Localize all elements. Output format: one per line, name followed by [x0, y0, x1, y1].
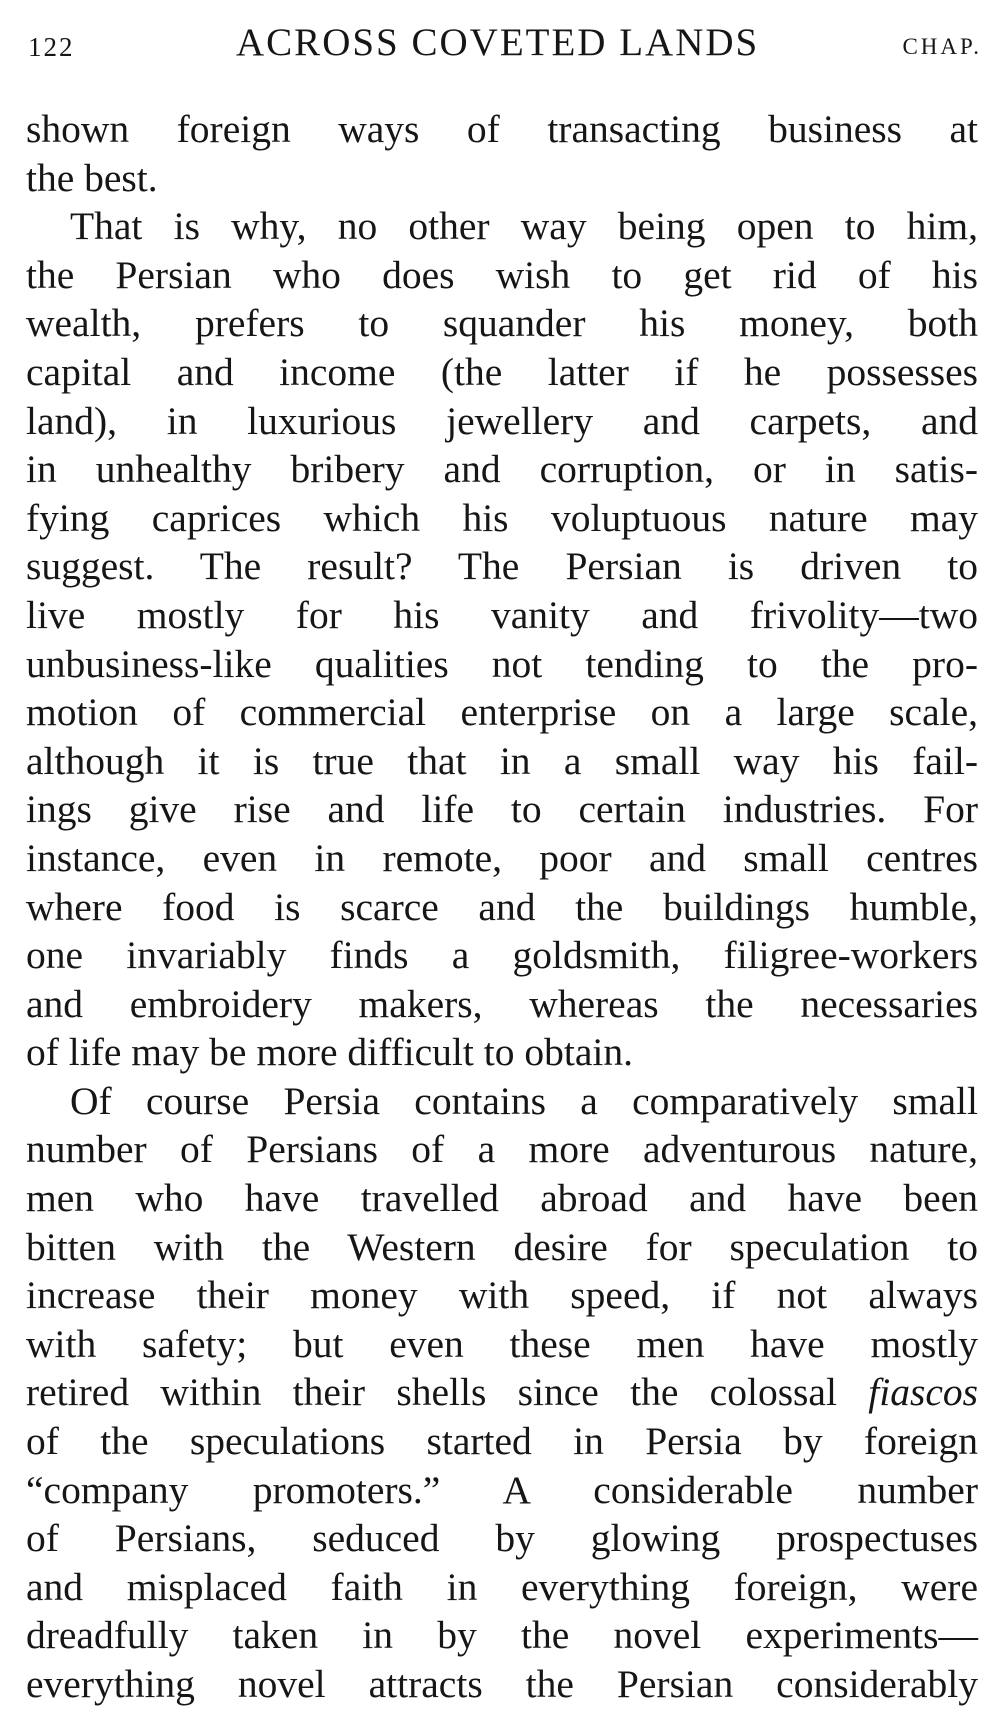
page-number: 122: [28, 32, 75, 62]
text-line: with safety; but even these men have mostly: [26, 1321, 978, 1366]
body-text: [26, 105, 978, 1709]
text-line: of the speculations started in Persia by foreign: [26, 1419, 978, 1464]
text-line: increase their money with speed, if not always: [26, 1273, 978, 1318]
text-line: Of course Persia contains a comparatively small: [70, 1078, 978, 1123]
italic-word: fiascos: [868, 1370, 978, 1415]
text-line: suggest. The result? The Persian is driven to: [26, 544, 978, 589]
text-line: ings give rise and life to certain industries. For: [26, 787, 978, 832]
text-line: fying caprices which his voluptuous nature may: [26, 495, 978, 540]
text-line: instance, even in remote, poor and small centres: [26, 835, 978, 880]
paragraph-1: [26, 105, 978, 202]
text-line: “company promoters.” A considerable number: [26, 1467, 978, 1512]
paragraph-3: [26, 1077, 978, 1709]
text-line: unbusiness-like qualities not tending to the pro-: [26, 641, 978, 686]
text-run: retired within their shells since the colossal: [26, 1370, 869, 1415]
text-line: That is why, no other way being open to him,: [70, 204, 978, 249]
text-line: motion of commercial enterprise on a large scale,: [26, 690, 978, 735]
text-line: the Persian who does wish to get rid of his: [26, 252, 978, 297]
text-line: men who have travelled abroad and have been: [26, 1176, 978, 1221]
text-line: number of Persians of a more adventurous nature,: [26, 1127, 978, 1172]
text-line: of Persians, seduced by glowing prospectuses: [26, 1516, 978, 1561]
book-title: ACROSS COVETED LANDS: [236, 21, 760, 64]
text-line: in unhealthy bribery and corruption, or in satis-: [26, 447, 978, 492]
running-head: [28, 20, 982, 64]
text-line-with-italic: [26, 1368, 978, 1417]
paragraph-2: [26, 202, 978, 1077]
text-line: land), in luxurious jewellery and carpets, and: [26, 398, 978, 443]
text-line: one invariably finds a goldsmith, filigree-workers: [26, 933, 978, 978]
text-line: shown foreign ways of transacting business at: [26, 107, 978, 151]
text-line: where food is scarce and the buildings humble,: [26, 884, 978, 929]
text-line: live mostly for his vanity and frivolity—two: [26, 592, 978, 637]
text-line: and misplaced faith in everything foreign, were: [26, 1564, 978, 1609]
text-line: capital and income (the latter if he possesses: [26, 349, 978, 394]
text-line: the best.: [26, 155, 158, 200]
text-line: of life may be more difficult to obtain.: [26, 1030, 633, 1075]
text-line: bitten with the Western desire for speculation to: [26, 1224, 978, 1269]
text-line: and embroidery makers, whereas the necessaries: [26, 981, 978, 1026]
text-line: dreadfully taken in by the novel experiments—: [26, 1613, 978, 1658]
text-line: wealth, prefers to squander his money, both: [26, 301, 978, 346]
text-line: although it is true that in a small way his fail-: [26, 738, 978, 783]
chapter-label: CHAP.: [902, 34, 982, 59]
text-line: everything novel attracts the Persian considerably: [26, 1662, 978, 1706]
